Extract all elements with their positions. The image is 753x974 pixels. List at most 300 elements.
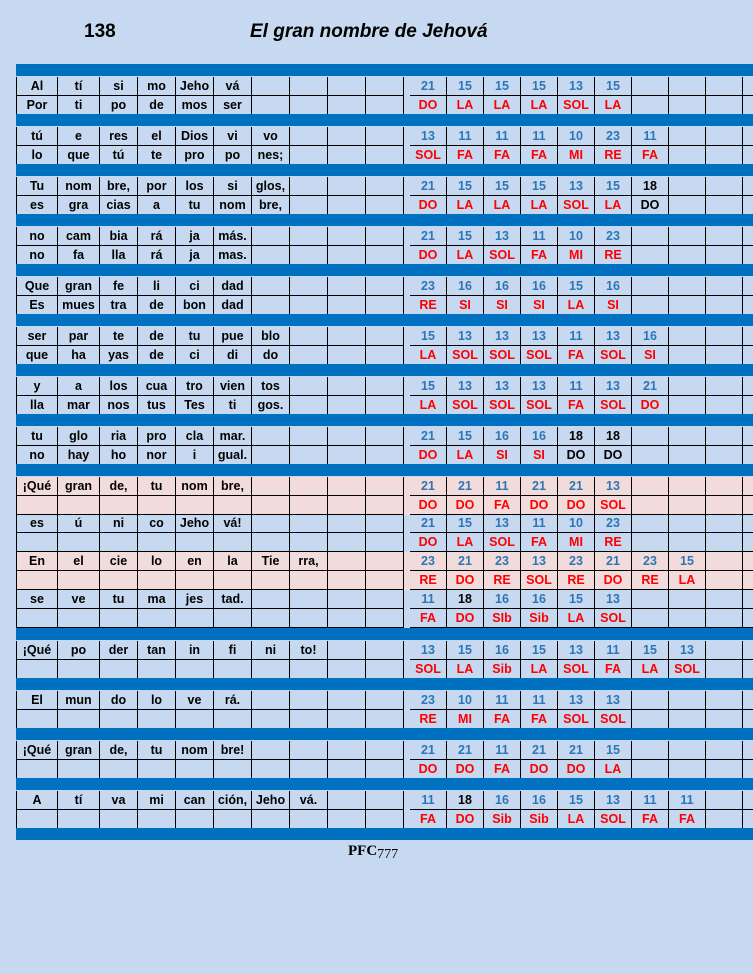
number-cell: 13 [595,590,632,609]
number-row [16,590,753,609]
number-cell: 15 [484,77,521,96]
lyric-cell: ción, [214,791,252,810]
lyric-cell [366,741,404,760]
note-cell [669,146,706,165]
lyric-cell: pue [214,327,252,346]
number-cell: 13 [521,327,558,346]
lyric-cell: nes; [252,146,290,165]
lyric-cell: tí [58,791,100,810]
lyric-cell [290,446,328,465]
note-cell: LA [521,196,558,215]
lyric-cell [328,327,366,346]
lyric-cell: tí [58,77,100,96]
note-cell: LA [632,660,669,679]
lyric-cell [252,660,290,679]
number-row [16,477,753,496]
lyric-cell [366,196,404,215]
note-cell: SOL [595,810,632,829]
lyric-cell [366,691,404,710]
lyric-cell: la [214,552,252,571]
note-cell: FA [595,660,632,679]
separator-band [16,728,753,740]
lyric-cell: si [214,177,252,196]
number-cell [743,791,753,810]
lyric-cell [328,496,366,515]
lyric-cell [328,446,366,465]
number-cell: 13 [595,791,632,810]
number-cell [743,377,753,396]
lyric-cell [290,571,328,590]
lyric-cell [252,533,290,552]
lyric-cell: po [100,96,138,115]
number-cell: 15 [447,227,484,246]
number-cell [743,477,753,496]
note-cell: FA [521,146,558,165]
note-cell: SOL [410,146,447,165]
lyric-cell [138,710,176,729]
lyric-cell [328,177,366,196]
note-cell: FA [447,146,484,165]
lyric-cell [366,277,404,296]
lyric-cell [290,96,328,115]
note-cell [743,96,753,115]
lyric-cell: vá! [214,514,252,533]
lyric-cell: Tu [16,177,58,196]
note-cell [743,571,753,590]
note-cell [632,609,669,628]
number-cell: 16 [484,590,521,609]
note-cell [743,496,753,515]
number-cell [743,277,753,296]
number-cell [706,477,743,496]
note-cell [632,760,669,779]
lyric-cell [138,760,176,779]
lyric-cell: lo [16,146,58,165]
lyric-cell: en [176,552,214,571]
lyric-cell: los [176,177,214,196]
note-cell: LA [595,196,632,215]
separator-band [16,778,753,790]
number-cell: 23 [595,227,632,246]
lyric-cell [290,710,328,729]
note-cell: SOL [521,571,558,590]
number-row [16,327,753,346]
lyric-cell [328,810,366,829]
note-cell: DO [632,396,669,415]
number-cell: 13 [595,691,632,710]
lyric-cell [100,810,138,829]
lyric-cell [328,77,366,96]
lyric-cell: dad [214,296,252,315]
lyric-cell: rá. [214,691,252,710]
lyric-cell [138,496,176,515]
note-cell [706,810,743,829]
note-cell [669,496,706,515]
lyric-cell: di [214,346,252,365]
note-row [16,760,753,779]
note-cell: DO [410,246,447,265]
separator-band [16,164,753,176]
lyric-cell: ¡Qué [16,641,58,660]
lyric-cell [252,296,290,315]
note-row [16,96,753,115]
number-cell: 15 [447,177,484,196]
lyric-cell: nos [100,396,138,415]
lyric-cell [328,427,366,446]
lyric-cell [58,571,100,590]
note-cell: DO [410,196,447,215]
separator-band [16,828,753,840]
lyric-cell: ti [214,396,252,415]
number-cell [669,377,706,396]
note-cell: DO [558,496,595,515]
number-cell [743,691,753,710]
lyric-cell: pro [138,427,176,446]
number-cell: 16 [521,277,558,296]
note-cell: SOL [595,609,632,628]
number-row [16,377,753,396]
note-row [16,396,753,415]
note-cell [743,196,753,215]
lyric-cell: lla [16,396,58,415]
lyric-cell [328,277,366,296]
lyric-cell: mos [176,96,214,115]
lyric-cell: a [138,196,176,215]
lyric-cell [366,446,404,465]
note-cell: LA [447,446,484,465]
number-cell: 13 [595,327,632,346]
number-cell: 21 [410,77,447,96]
number-cell: 15 [521,77,558,96]
lyric-cell: mun [58,691,100,710]
lyric-cell: te [100,327,138,346]
number-cell [743,590,753,609]
lyric-cell: hay [58,446,100,465]
number-cell [706,77,743,96]
lyric-cell: yas [100,346,138,365]
lyric-cell: ¡Qué [16,741,58,760]
number-cell: 16 [595,277,632,296]
note-cell [706,609,743,628]
number-cell: 11 [558,327,595,346]
lyric-cell [366,396,404,415]
lyric-cell: gos. [252,396,290,415]
lyric-cell [58,710,100,729]
lyric-cell [100,760,138,779]
lyric-cell: pro [176,146,214,165]
number-cell: 16 [484,277,521,296]
lyric-cell: rra, [290,552,328,571]
lyric-cell [290,346,328,365]
lyric-cell: ho [100,446,138,465]
song-title: El gran nombre de Jehová [250,21,488,42]
number-cell: 10 [558,514,595,533]
lyric-cell: bon [176,296,214,315]
note-cell: LA [484,96,521,115]
number-cell: 23 [595,127,632,146]
lyric-cell [328,227,366,246]
note-cell: FA [521,246,558,265]
lyric-cell [366,227,404,246]
lyric-cell [290,691,328,710]
lyric-cell: cie [100,552,138,571]
lyric-cell [328,710,366,729]
number-cell [706,791,743,810]
lyric-cell [252,609,290,628]
note-cell [669,296,706,315]
note-cell [743,710,753,729]
number-cell: 21 [447,477,484,496]
number-cell: 21 [410,477,447,496]
number-cell: 11 [521,227,558,246]
number-cell: 16 [521,427,558,446]
note-cell: SI [595,296,632,315]
note-cell [743,446,753,465]
lyric-cell [290,396,328,415]
lyric-cell: tu [138,477,176,496]
separator-band [16,314,753,326]
lyric-cell [214,810,252,829]
note-row [16,710,753,729]
note-cell: Sib [484,660,521,679]
lyric-cell [290,660,328,679]
note-cell: SOL [669,660,706,679]
lyric-cell [290,127,328,146]
note-cell: DO [410,446,447,465]
lyric-cell [366,127,404,146]
note-cell [706,760,743,779]
note-cell [706,346,743,365]
number-cell: 18 [447,590,484,609]
lyric-cell [290,810,328,829]
lyric-cell [290,590,328,609]
number-row [16,227,753,246]
lyric-cell: nom [176,477,214,496]
lyric-cell [366,571,404,590]
number-cell: 13 [595,477,632,496]
number-cell [669,77,706,96]
note-cell [743,533,753,552]
note-cell [632,246,669,265]
number-cell: 11 [595,641,632,660]
number-cell: 15 [632,641,669,660]
note-cell: Sib [521,609,558,628]
lyric-cell [290,146,328,165]
note-cell: FA [521,710,558,729]
lyric-cell [366,377,404,396]
note-cell: LA [558,810,595,829]
note-cell: SIb [484,609,521,628]
note-cell: DO [410,533,447,552]
lyric-cell [366,77,404,96]
lyric-cell: cua [138,377,176,396]
separator-band [16,64,753,76]
number-cell: 13 [558,77,595,96]
note-cell: SOL [558,96,595,115]
lyric-cell [366,533,404,552]
number-cell [632,477,669,496]
lyric-cell: se [16,590,58,609]
lyric-cell [100,496,138,515]
lyric-cell: lla [100,246,138,265]
number-cell [632,427,669,446]
note-cell: SOL [558,660,595,679]
lyric-cell [214,609,252,628]
lyric-cell: que [58,146,100,165]
note-cell: DO [410,760,447,779]
number-cell: 11 [669,791,706,810]
note-cell [669,609,706,628]
lyric-cell [366,710,404,729]
lyric-cell [290,196,328,215]
number-cell: 11 [521,514,558,533]
number-cell: 11 [410,791,447,810]
lyric-cell [328,477,366,496]
number-cell: 16 [521,590,558,609]
lyric-cell: vá [214,77,252,96]
note-cell: DO [595,446,632,465]
lyric-cell: mues [58,296,100,315]
lyric-cell: tro [176,377,214,396]
lyric-cell [366,96,404,115]
lyric-cell: ni [252,641,290,660]
footer-credit [348,843,398,860]
lyric-cell: po [58,641,100,660]
number-cell: 15 [558,590,595,609]
note-cell: FA [558,346,595,365]
number-row [16,127,753,146]
note-cell: DO [447,571,484,590]
note-cell: LA [447,246,484,265]
lyric-cell [176,760,214,779]
lyric-cell [328,346,366,365]
number-cell: 18 [558,427,595,446]
note-cell [743,296,753,315]
note-cell: RE [410,296,447,315]
note-cell: LA [447,533,484,552]
number-cell: 11 [521,691,558,710]
separator-band [16,264,753,276]
note-cell [669,396,706,415]
number-cell: 23 [410,552,447,571]
lyric-cell: el [138,127,176,146]
lyric-cell: de [138,346,176,365]
lyric-cell [366,552,404,571]
lyric-cell [366,641,404,660]
note-row [16,810,753,829]
number-cell: 13 [558,177,595,196]
lyric-cell [252,77,290,96]
number-cell [743,127,753,146]
lyric-cell: to! [290,641,328,660]
lyric-cell: gran [58,477,100,496]
number-cell: 13 [558,641,595,660]
note-cell: Sib [521,810,558,829]
number-cell: 11 [484,127,521,146]
lyric-cell [58,533,100,552]
number-cell: 18 [595,427,632,446]
number-cell: 11 [484,691,521,710]
lyric-cell [176,571,214,590]
number-cell [706,590,743,609]
lyric-cell: fe [100,277,138,296]
lyric-cell: ser [214,96,252,115]
note-cell: SI [447,296,484,315]
lyric-cell [176,710,214,729]
number-cell [706,277,743,296]
lyric-cell: Jeho [252,791,290,810]
lyric-cell [366,177,404,196]
lyric-cell [328,296,366,315]
number-cell: 21 [632,377,669,396]
note-cell [632,96,669,115]
note-row [16,660,753,679]
note-cell: LA [447,196,484,215]
number-cell: 15 [447,641,484,660]
separator-band [16,464,753,476]
lyric-cell [16,660,58,679]
lyric-cell [366,327,404,346]
lyric-cell [366,296,404,315]
lyric-cell: mas. [214,246,252,265]
lyric-cell [252,477,290,496]
number-cell: 16 [484,791,521,810]
number-row [16,427,753,446]
number-row [16,277,753,296]
lyric-cell: dad [214,277,252,296]
lyric-cell [328,609,366,628]
note-cell: DO [558,446,595,465]
note-cell: RE [410,571,447,590]
note-cell: DO [447,496,484,515]
note-cell: FA [484,710,521,729]
lyric-cell: más. [214,227,252,246]
lyric-cell [366,609,404,628]
number-cell [632,277,669,296]
lyric-cell [328,514,366,533]
note-cell: LA [410,396,447,415]
lyric-cell: gran [58,741,100,760]
note-row [16,296,753,315]
footer-credit-sub: 777 [377,847,399,862]
number-cell: 15 [521,177,558,196]
number-cell: 16 [447,277,484,296]
lyric-cell: do [252,346,290,365]
lyric-cell: in [176,641,214,660]
note-cell: RE [595,146,632,165]
number-row [16,177,753,196]
lyric-cell [176,609,214,628]
lyric-cell [328,552,366,571]
number-cell [743,552,753,571]
lyric-cell [290,277,328,296]
note-row [16,496,753,515]
lyric-cell [138,571,176,590]
lyric-cell: fi [214,641,252,660]
lyric-cell: de [138,296,176,315]
lyric-cell [214,496,252,515]
lyric-cell: ma [138,590,176,609]
lyric-cell: can [176,791,214,810]
lyric-cell [100,710,138,729]
note-cell: MI [558,146,595,165]
lyric-cell: ja [176,227,214,246]
lyric-cell [138,533,176,552]
number-cell: 15 [558,791,595,810]
note-cell [669,246,706,265]
lyric-cell: cam [58,227,100,246]
number-cell [669,741,706,760]
